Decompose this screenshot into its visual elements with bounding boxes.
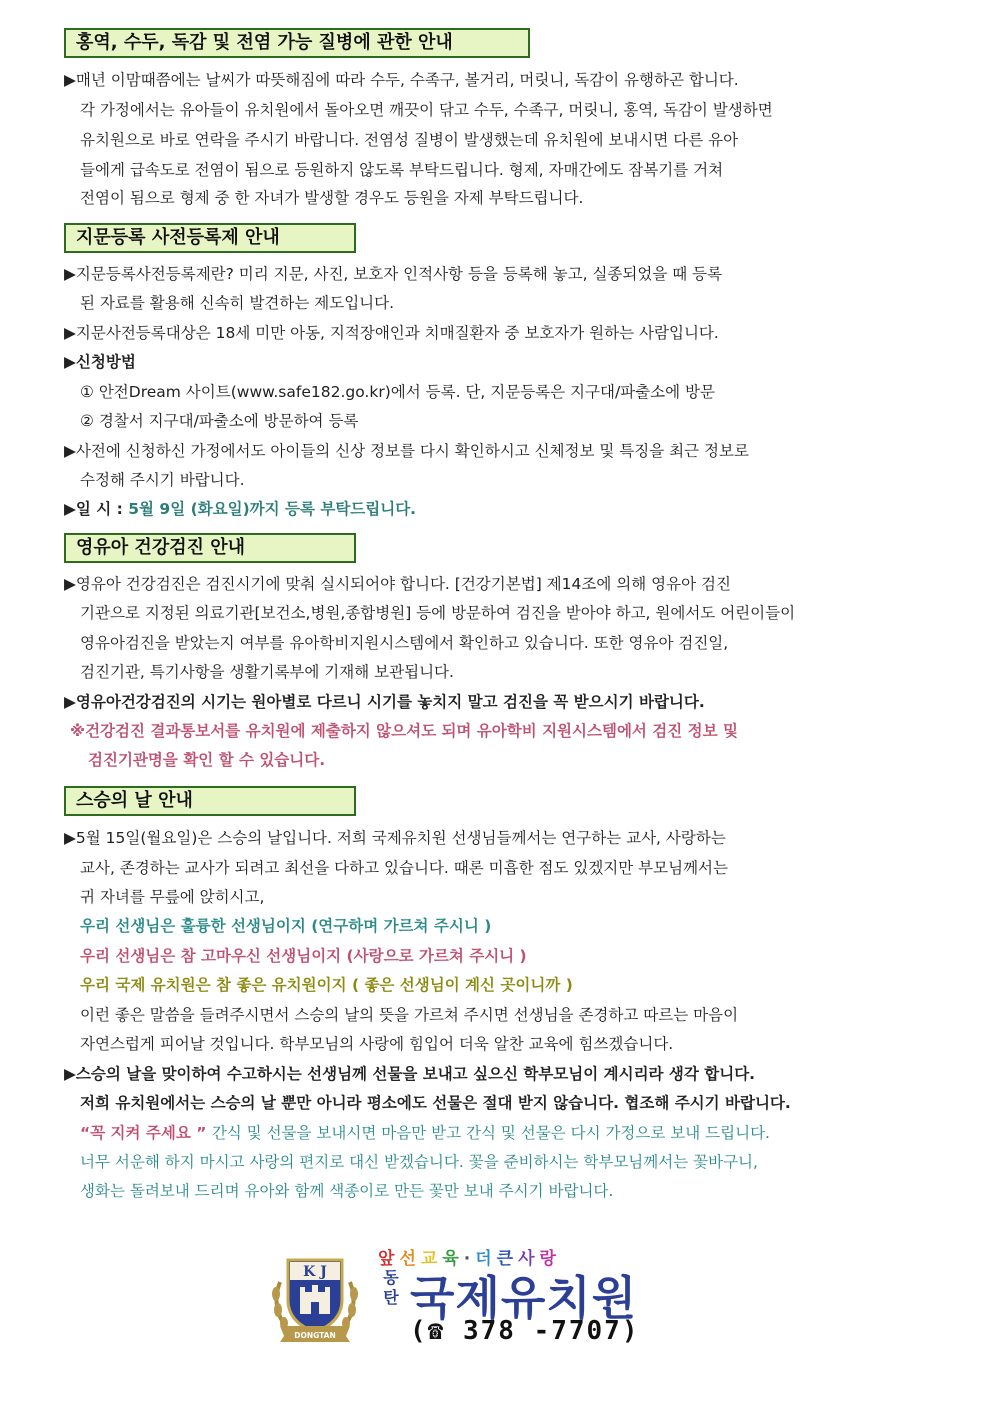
slogan-char: 선: [399, 1249, 421, 1269]
slogan-char: 큰: [496, 1249, 519, 1269]
date-value: 5월 9일 (화요일)까지 등록 부탁드립니다.: [128, 500, 417, 518]
disease-line-3: 유치원으로 바로 연락을 주시기 바랍니다. 전염성 질병이 발생했는데 유치원에 보내시면 다른 유아: [80, 131, 739, 149]
dongtan-char: 탄: [383, 1288, 399, 1307]
slogan-char: 앞: [378, 1249, 400, 1269]
health-line-1: ▶영유아 건강검진은 검진시기에 맞춰 실시되어야 합니다. [건강기본법] 제14조에 의해 영유아 검진: [64, 575, 731, 593]
section-title-health-check: 영유아 건강검진 안내: [64, 533, 356, 563]
section-title-fingerprint: 지문등록 사전등록제 안내: [64, 223, 356, 253]
section-title-teachers-day: 스승의 날 안내: [64, 786, 356, 816]
health-line-2: 기관으로 지정된 의료기관[보건소,병원,종합병원] 등에 방문하여 검진을 받아야 하고, 원에서도 어린이들이: [80, 604, 796, 622]
disease-line-1: ▶매년 이맘때쯤에는 날씨가 따뜻해짐에 따라 수두, 수족구, 볼거리, 머릿니, 독감이 유행하곤 합니다.: [64, 71, 739, 89]
fingerprint-line-1: ▶지문등록사전등록제란? 미리 지문, 사진, 보호자 인적사항 등을 등록해 놓고, 실종되었을 때 등록: [64, 265, 723, 283]
health-line-3: 영유아검진을 받았는지 여부를 유아학비지원시스템에서 확인하고 있습니다. 또한 영유아 검진일,: [80, 634, 729, 652]
keep-promise-text: 간식 및 선물을 보내시면 마음만 받고 간식 및 선물은 다시 가정으로 보내 드립니다.: [211, 1124, 770, 1142]
dongtan-char: 동: [383, 1268, 399, 1287]
health-line-4: 검진기관, 특기사항을 생활기록부에 기재해 보관됩니다.: [80, 663, 454, 681]
teachers-line-9: ▶스승의 날을 맞이하여 수고하시는 선생님께 선물을 보내고 싶으신 학부모님이 계시리라 생각 합니다.: [64, 1065, 756, 1083]
teachers-phrase-1: 우리 선생님은 훌륭한 선생님이지 (연구하며 가르쳐 주시니 ): [80, 917, 492, 935]
slogan-char: 더: [475, 1249, 497, 1269]
health-note-2: 검진기관명을 확인 할 수 있습니다.: [88, 751, 326, 769]
teachers-line-10: 저희 유치원에서는 스승의 날 뿐만 아니라 평소에도 선물은 절대 받지 않습니다. 협조해 주시기 바랍니다.: [80, 1094, 791, 1112]
teachers-line-3: 귀 자녀를 무릎에 앉히시고,: [80, 888, 265, 906]
teachers-line-7: 이런 좋은 말씀을 들려주시면서 스승의 날의 뜻을 가르쳐 주시면 선생님을 존경하고 따르는 마음이: [80, 1006, 739, 1024]
teachers-line-1: ▶5월 15일(월요일)은 스승의 날입니다. 저희 국제유치원 선생님들께서는 연구하는 교사, 사랑하는: [64, 829, 726, 847]
date-label: ▶일 시 :: [64, 500, 129, 518]
slogan-char: 교: [420, 1249, 443, 1269]
fingerprint-line-3: ▶지문사전등록대상은 18세 미만 아동, 지적장애인과 치매질환자 중 보호자가 원하는 사람입니다.: [64, 324, 719, 342]
slogan-char: ·: [463, 1249, 476, 1269]
teachers-phrase-2: 우리 선생님은 참 고마우신 선생님이지 (사랑으로 가르쳐 주시니 ): [80, 947, 527, 965]
fingerprint-method-heading: ▶신청방법: [64, 353, 136, 371]
disease-line-5: 전염이 됨으로 형제 중 한 자녀가 발생할 경우도 등원을 자제 부탁드립니다.: [80, 189, 584, 207]
fingerprint-line-2: 된 자료를 활용해 신속히 발견하는 제도입니다.: [80, 294, 395, 312]
teachers-line-11: [80, 1118, 932, 1148]
teachers-line-13: 생화는 돌려보내 드리며 유아와 함께 색종이로 만든 꽃만 보내 주시기 바랍니다.: [80, 1182, 614, 1200]
fingerprint-method-2: ② 경찰서 지구대/파출소에 방문하여 등록: [80, 412, 359, 430]
fingerprint-line-7: ▶사전에 신청하신 가정에서도 아이들의 신상 정보를 다시 확인하시고 신체정보 및 특징을 최근 정보로: [64, 442, 749, 460]
teachers-line-8: 자연스럽게 피어날 것입니다. 학부모님의 사랑에 힘입어 더욱 알찬 교육에 힘쓰겠습니다.: [80, 1035, 674, 1053]
teachers-phrase-3: 우리 국제 유치원은 참 좋은 유치원이지 ( 좋은 선생님이 계신 곳이니까 ): [80, 976, 573, 994]
kindergarten-emblem-icon: [266, 1252, 364, 1344]
fingerprint-line-8: 수정해 주시기 바랍니다.: [80, 471, 245, 489]
teachers-line-2: 교사, 존경하는 교사가 되려고 최선을 다하고 있습니다. 때론 미흡한 점도 있겠지만 부모님께서는: [80, 859, 729, 877]
disease-line-2: 각 가정에서는 유아들이 유치원에서 돌아오면 깨끗이 닦고 수두, 수족구, 머릿니, 홍역, 독감이 발생하면: [80, 101, 773, 119]
school-name: 국제유치원: [410, 1271, 638, 1325]
phone-number: (☎ 378 -7707): [410, 1316, 640, 1346]
slogan-char: 랑: [539, 1249, 561, 1269]
keep-promise-label: “꼭 지켜 주세요 ”: [80, 1124, 212, 1142]
slogan-char: 육: [442, 1249, 464, 1269]
disease-line-4: 들에게 급속도로 전염이 됨으로 등원하지 않도록 부탁드립니다. 형제, 자매간에도 잠복기를 거쳐: [80, 161, 724, 179]
slogan-char: 사: [518, 1249, 540, 1269]
fingerprint-method-1: ① 안전Dream 사이트(www.safe182.go.kr)에서 등록. 단, 지문등록은 지구대/파출소에 방문: [80, 383, 715, 401]
logo-letters: K J: [303, 1264, 327, 1280]
dongtan-label: [378, 1268, 404, 1308]
logo-ribbon: DONGTAN: [294, 1331, 336, 1340]
health-note-1: ※건강검진 결과통보서를 유치원에 제출하지 않으셔도 되며 유아학비 지원시스템에서 검진 정보 및: [70, 722, 738, 740]
fingerprint-date: [64, 494, 932, 524]
section-title-disease: 홍역, 수두, 독감 및 전염 가능 질병에 관한 안내: [64, 28, 530, 58]
teachers-line-12: 너무 서운해 하지 마시고 사랑의 편지로 대신 받겠습니다. 꽃을 준비하시는 학부모님께서는 꽃바구니,: [80, 1153, 758, 1171]
health-line-5: ▶영유아건강검진의 시기는 원아별로 다르니 시기를 놓치지 말고 검진을 꼭 받으시기 바랍니다.: [64, 693, 705, 711]
